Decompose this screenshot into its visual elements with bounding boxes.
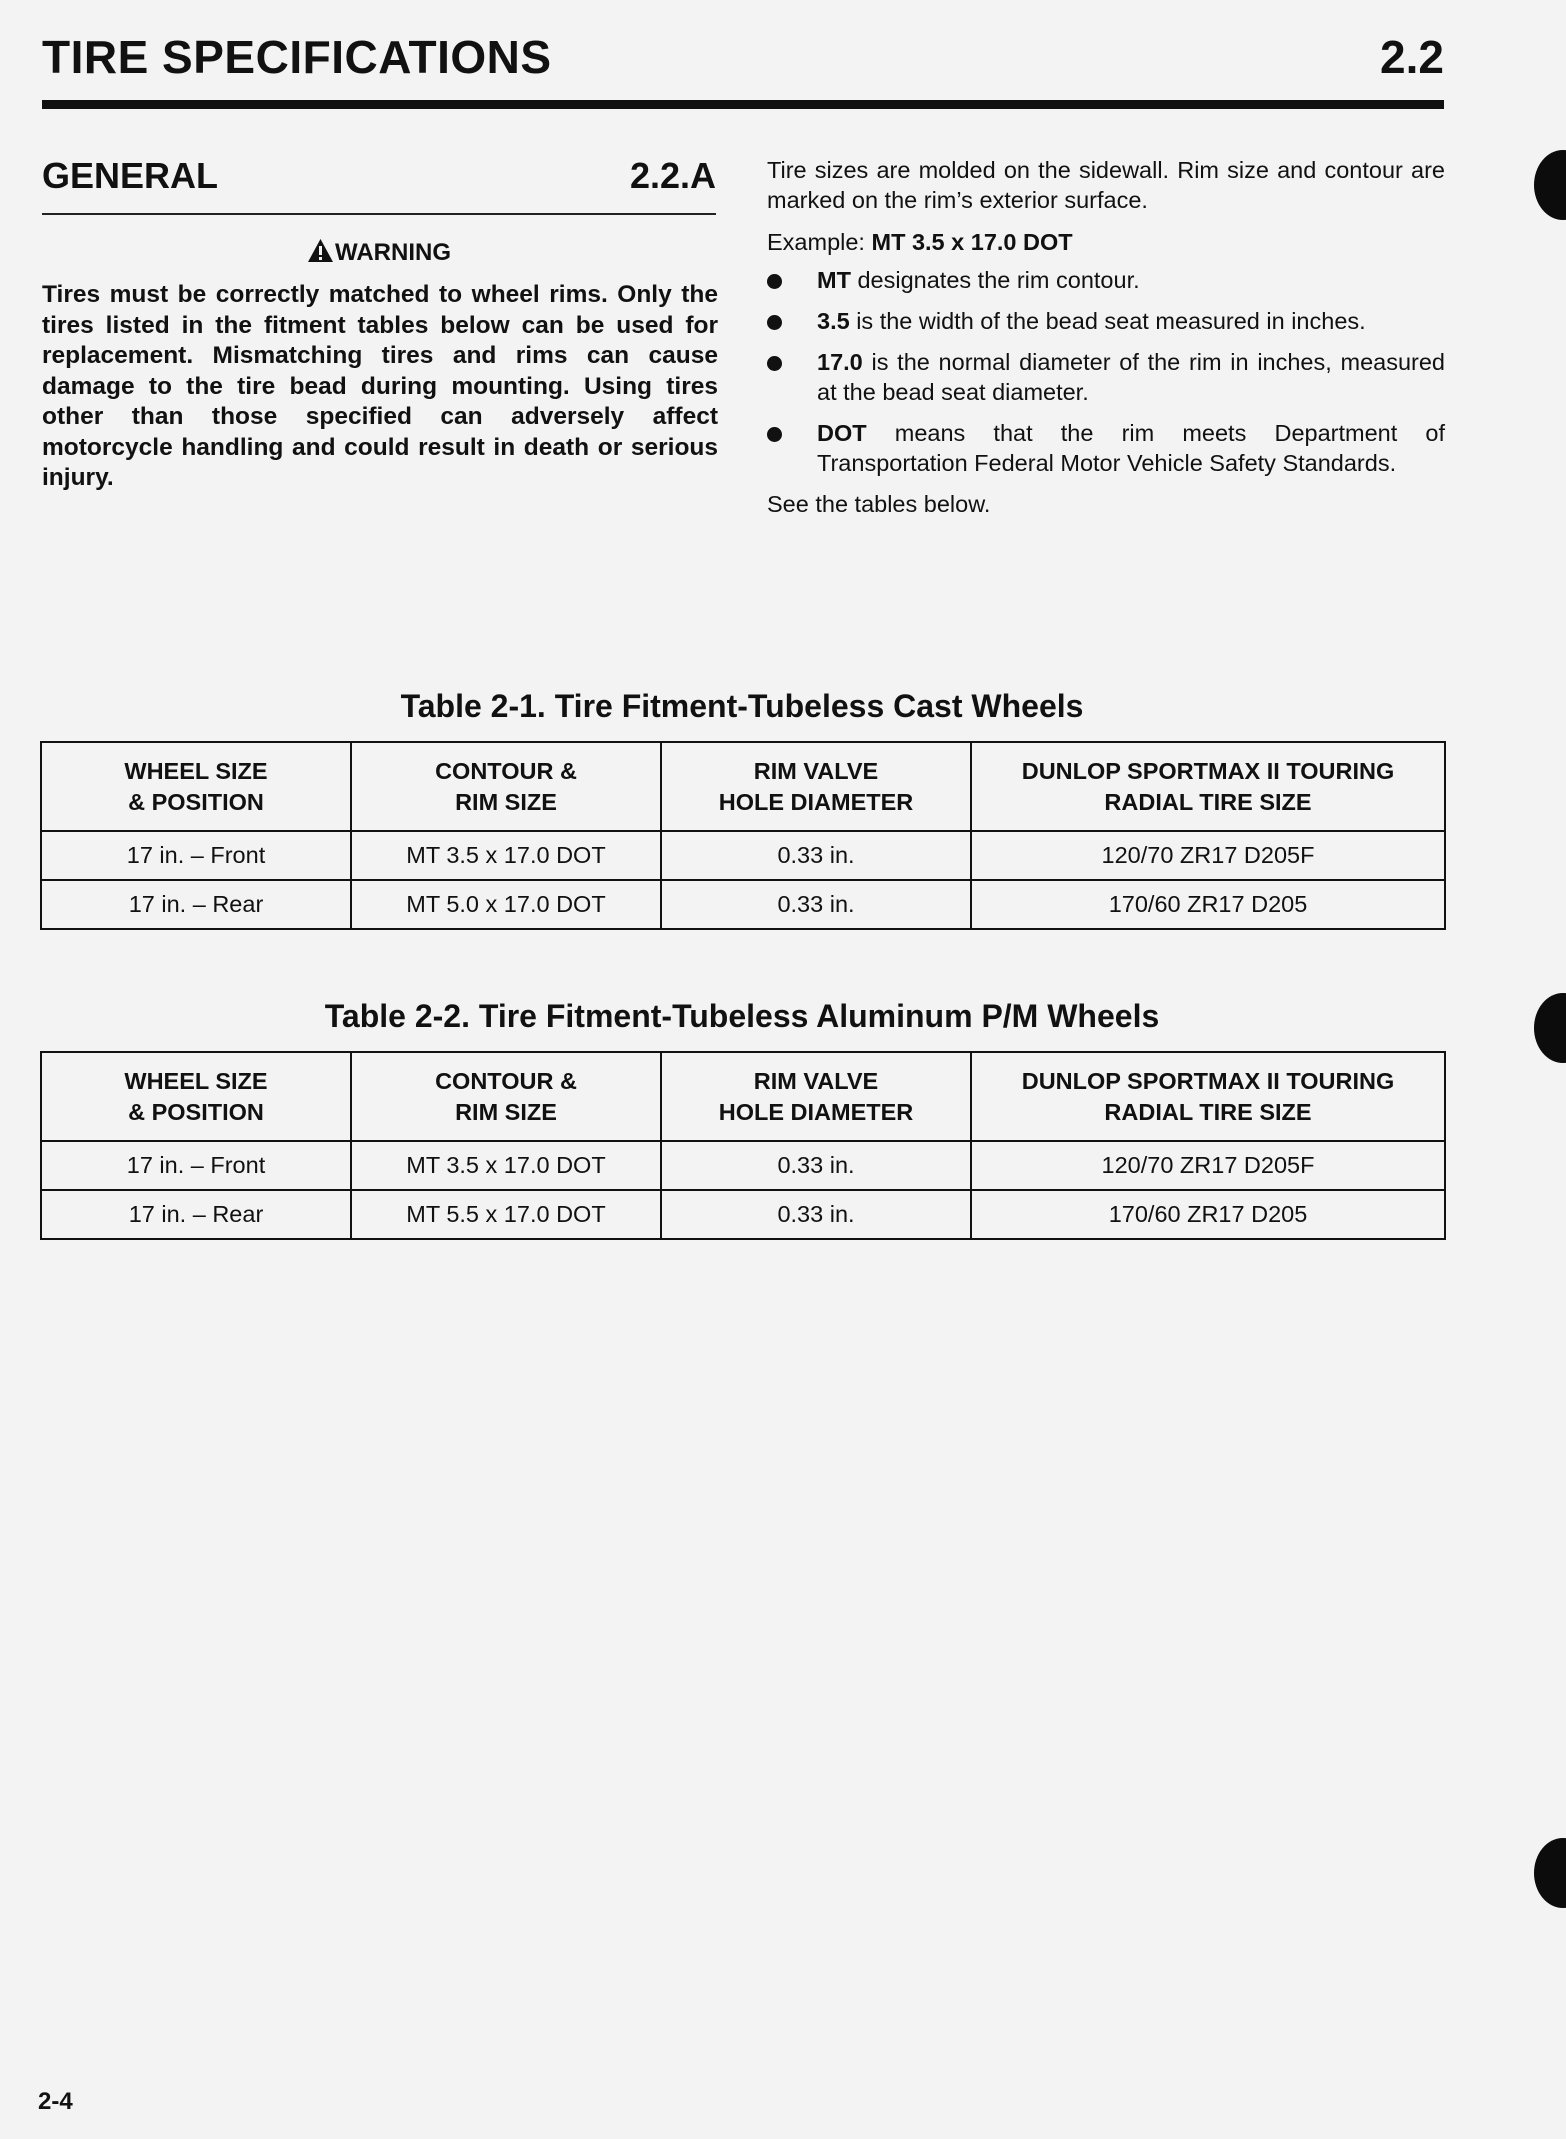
table-cell: 17 in. – Front [41, 1141, 351, 1190]
table-cell: 17 in. – Rear [41, 880, 351, 929]
table-cell: MT 5.0 x 17.0 DOT [351, 880, 661, 929]
header-cell-valve-hole: RIM VALVE HOLE DIAMETER [661, 1052, 971, 1141]
list-item [767, 347, 1445, 407]
table-cell: 17 in. – Front [41, 831, 351, 880]
warning-triangle-icon [307, 238, 334, 270]
example-label: Example: [767, 229, 872, 255]
binder-hole-mark [1534, 993, 1566, 1063]
intro-paragraph: Tire sizes are molded on the sidewall. Rim size and contour are marked on the rim’s exterior surface. [767, 157, 1445, 213]
page-number: 2-4 [38, 2088, 73, 2115]
bullet-icon [767, 356, 782, 371]
table-cell: 0.33 in. [661, 1190, 971, 1239]
header-cell-contour: CONTOUR & RIM SIZE [351, 1052, 661, 1141]
table-row [41, 831, 1445, 880]
subsection-title: GENERAL [42, 155, 219, 196]
list-item [767, 418, 1445, 478]
warning-text: Tires must be correctly matched to wheel rims. Only the tires listed in the fitment tables below can be used for replacement. Mismatching tires and rims can cause damage to the tire bead during mounting. Using tires other than those specified can adversely affect motorcycle handling and could result in death or serious injury. [42, 281, 718, 491]
rim-info-column [767, 155, 1445, 519]
warning-heading [42, 238, 716, 270]
bullet-icon [767, 315, 782, 330]
table-cell: 170/60 ZR17 D205 [971, 1190, 1445, 1239]
table-cell: 120/70 ZR17 D205F [971, 1141, 1445, 1190]
table-cell: 120/70 ZR17 D205F [971, 831, 1445, 880]
header-rule [42, 100, 1444, 109]
table-cell: 17 in. – Rear [41, 1190, 351, 1239]
subsection-rule [42, 213, 716, 215]
table-1-title: Table 2-1. Tire Fitment-Tubeless Cast Wheels [400, 688, 1084, 724]
header-cell-valve-hole: RIM VALVE HOLE DIAMETER [661, 742, 971, 831]
header-cell-wheel-size: WHEEL SIZE & POSITION [41, 742, 351, 831]
table-cell: MT 3.5 x 17.0 DOT [351, 1141, 661, 1190]
table-cell: 170/60 ZR17 D205 [971, 880, 1445, 929]
table-cast-wheels [40, 741, 1446, 930]
header-cell-tire-size: DUNLOP SPORTMAX II TOURING RADIAL TIRE SIZE [971, 742, 1445, 831]
list-item [767, 265, 1445, 295]
table-row [41, 1141, 1445, 1190]
header-cell-contour: CONTOUR & RIM SIZE [351, 742, 661, 831]
list-item [767, 306, 1445, 336]
table-cell: 0.33 in. [661, 1141, 971, 1190]
table-row [41, 880, 1445, 929]
bullet-term: MT [817, 267, 851, 293]
table-2-title: Table 2-2. Tire Fitment-Tubeless Aluminum P/M Wheels [324, 998, 1160, 1034]
bullet-term: 3.5 [817, 308, 850, 334]
table-aluminum-wheels [40, 1051, 1446, 1240]
header-cell-wheel-size: WHEEL SIZE & POSITION [41, 1052, 351, 1141]
table-cell: MT 3.5 x 17.0 DOT [351, 831, 661, 880]
example-line [767, 227, 1445, 257]
table-cell: MT 5.5 x 17.0 DOT [351, 1190, 661, 1239]
bullet-term: DOT [817, 420, 867, 446]
example-value: MT 3.5 x 17.0 DOT [871, 229, 1073, 255]
table-cell: 0.33 in. [661, 831, 971, 880]
bullet-text: designates the rim contour. [850, 267, 1140, 293]
subsection-number: 2.2.A [629, 155, 716, 196]
bullet-text: means that the rim meets Department of Transportation Federal Motor Vehicle Safety Standards. [817, 420, 1445, 476]
binder-hole-mark [1534, 150, 1566, 220]
table-header-row [41, 1052, 1445, 1141]
section-number: 2.2 [1380, 31, 1444, 83]
table-cell: 0.33 in. [661, 880, 971, 929]
warning-label: WARNING [335, 239, 451, 266]
bullet-term: 17.0 [817, 349, 863, 375]
binder-hole-mark [1534, 1838, 1566, 1908]
bullet-text: is the width of the bead seat measured in inches. [849, 308, 1366, 334]
see-tables-note: See the tables below. [767, 491, 991, 517]
bullet-icon [767, 427, 782, 442]
table-header-row [41, 742, 1445, 831]
bullet-text: is the normal diameter of the rim in inches, measured at the bead seat diameter. [817, 349, 1445, 405]
header-cell-tire-size: DUNLOP SPORTMAX II TOURING RADIAL TIRE SIZE [971, 1052, 1445, 1141]
page-title: TIRE SPECIFICATIONS [42, 31, 552, 83]
bullet-icon [767, 274, 782, 289]
rim-code-list [767, 265, 1445, 478]
table-row [41, 1190, 1445, 1239]
